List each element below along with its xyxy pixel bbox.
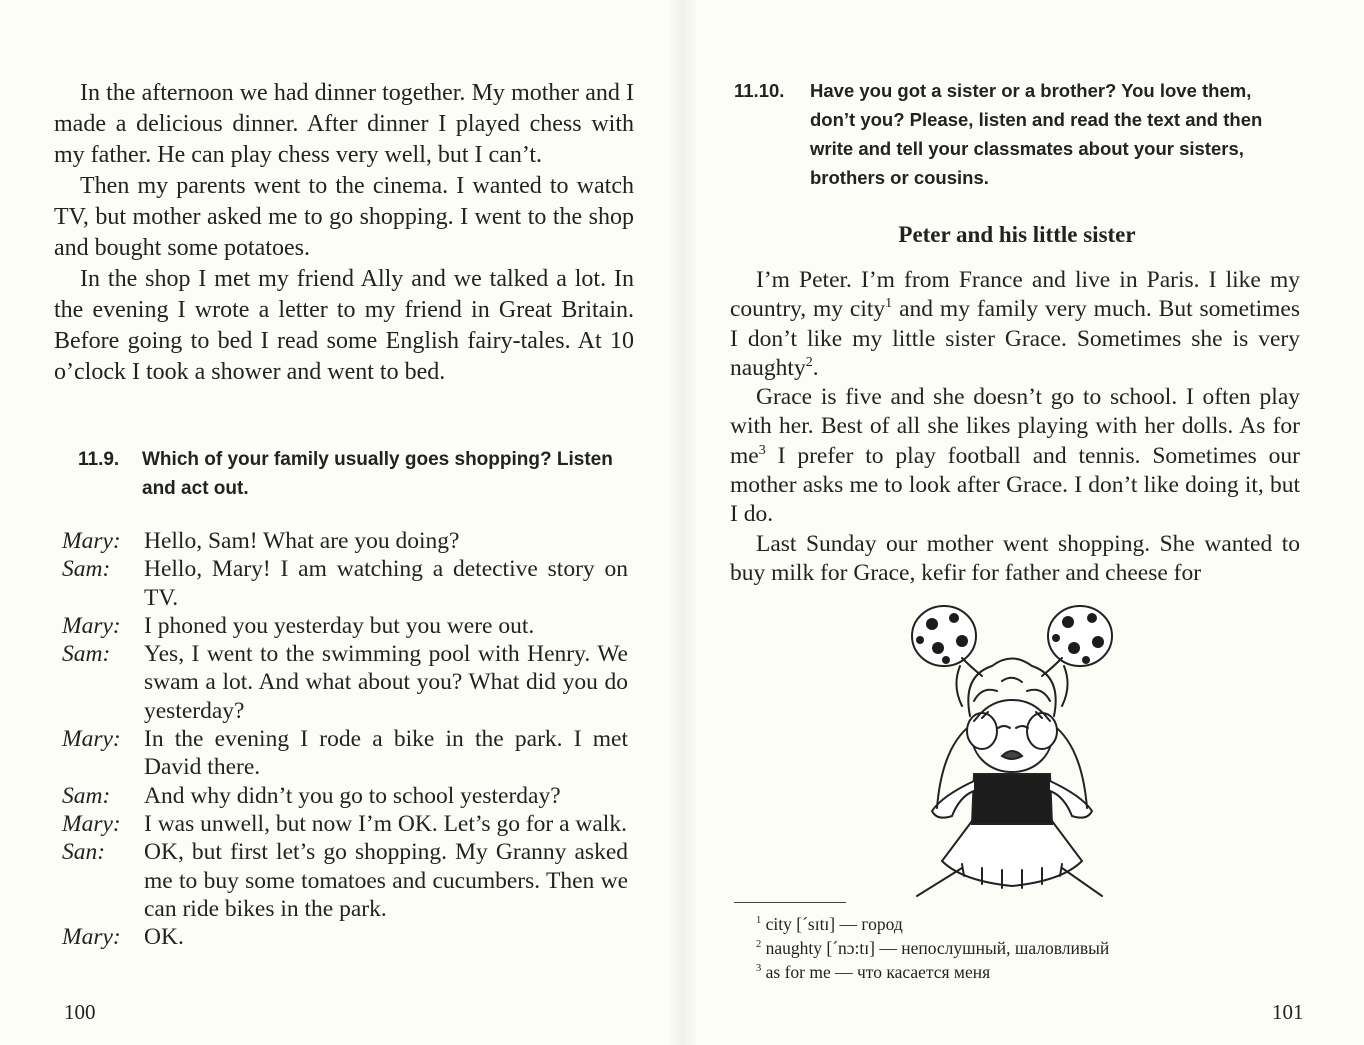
girl-crying-illustration (902, 596, 1122, 898)
speaker: Mary: (62, 612, 121, 639)
dialog-row (62, 725, 628, 782)
story-text: I prefer to play football and tennis. Sometimes our mother asks me to look after Grace. I don’t like doing it, but I do. (730, 442, 1300, 528)
exercise-instruction: Which of your family usually goes shopping? Listen and act out. (142, 449, 613, 499)
footnote-text: naughty [ˊnɔ:tɪ] — непослушный, шаловливый (765, 938, 1110, 958)
dialog-line: And why didn’t you go to school yesterday? (144, 782, 561, 809)
dialog-line: OK. (144, 924, 184, 951)
dialog-line: Hello, Sam! What are you doing? (144, 528, 460, 554)
footnote-mark: 2 (756, 939, 762, 951)
exercise-11-9 (78, 445, 634, 503)
exercise-number: 11.10. (734, 80, 785, 101)
footnote-mark: 2 (805, 354, 813, 371)
speaker: Mary: (62, 924, 121, 951)
story-text-block (730, 266, 1300, 588)
dialog-line: OK, but first let’s go shopping. My Granny asked me to buy some tomatoes and cucumbers. Then we can ride bikes in the park. (144, 839, 628, 922)
speaker: Sam: (62, 641, 111, 668)
dialog-row (62, 640, 628, 725)
footnote-mark: 1 (756, 915, 762, 927)
left-text-block (54, 78, 634, 388)
dialog (62, 527, 628, 951)
footnote-divider (734, 902, 846, 903)
dialog-row (62, 810, 628, 838)
footnotes (756, 912, 1316, 984)
dialog-row (62, 612, 628, 640)
story-text: and my family very much. But sometimes I don’t like my little sister Grace. Sometimes she is very naughty (730, 296, 1300, 381)
dialog-line: In the evening I rode a bike in the park. I met David there. (144, 726, 628, 781)
speaker: Sam: (62, 556, 111, 583)
dialog-line: Yes, I went to the swimming pool with Henry. We swam a lot. And what about you? What did you do yesterday? (144, 641, 628, 724)
story-text: Grace is five and she doesn’t go to school. I often play with her. Best of all she likes playing with her dolls. As for me (730, 384, 1300, 469)
dialog-row (62, 782, 628, 810)
speaker: Mary: (62, 810, 121, 837)
dialog-line: I was unwell, but now I’m OK. Let’s go for a walk. (144, 810, 627, 837)
story-title: Peter and his little sister (898, 222, 1136, 247)
footnote-text: as for me — что касается меня (765, 962, 991, 982)
footnote-mark: 3 (756, 963, 762, 975)
footnote-text: city [ˊsɪtɪ] — город (765, 914, 903, 934)
paragraph: Then my parents went to the cinema. I wanted to watch TV, but mother asked me to go shopping. I went to the shop and bought some potatoes. (54, 173, 634, 261)
footnote-mark: 1 (885, 295, 893, 312)
footnote (756, 912, 1316, 936)
dialog-row (62, 923, 628, 951)
dialog-row (62, 527, 628, 555)
speaker: Mary: (62, 528, 121, 554)
speaker: Sam: (62, 782, 111, 809)
footnote (756, 960, 1316, 984)
page-number: 100 (64, 1000, 96, 1024)
page-number: 101 (1272, 1000, 1304, 1024)
exercise-11-10 (734, 76, 1300, 192)
paragraph: In the afternoon we had dinner together. My mother and I made a delicious dinner. After dinner I played chess with my father. He can play chess very well, but I can’t. (54, 80, 634, 168)
page-101 (682, 0, 1364, 1045)
story-text: . (812, 354, 819, 381)
dialog-line: Hello, Mary! I am watching a detective story on TV. (144, 556, 628, 611)
footnote-mark: 3 (758, 441, 766, 458)
paragraph: In the shop I met my friend Ally and we talked a lot. In the evening I wrote a letter to my friend in Great Britain. Before going to bed I read some English fairy-tales. At 10 o’clock I took a shower and went to bed. (54, 266, 634, 385)
dialog-row (62, 838, 628, 923)
speaker: Mary: (62, 726, 121, 753)
paragraph: Last Sunday our mother went shopping. She wanted to buy milk for Grace, kefir for father and cheese for (730, 530, 1300, 586)
paragraph (730, 266, 1300, 383)
paragraph (730, 383, 1300, 529)
footnote (756, 936, 1316, 960)
dialog-row (62, 555, 628, 612)
exercise-number: 11.9. (78, 449, 120, 470)
story-text: I’m Peter. I’m from France and live in Paris. I like my country, my city (730, 267, 1300, 323)
exercise-instruction: Have you got a sister or a brother? You love them, don’t you? Please, listen and read the text and then write and tell your classmates about your sisters, brothers or cousins. (810, 80, 1263, 188)
speaker: San: (62, 839, 106, 866)
dialog-line: I phoned you yesterday but you were out. (144, 612, 535, 639)
